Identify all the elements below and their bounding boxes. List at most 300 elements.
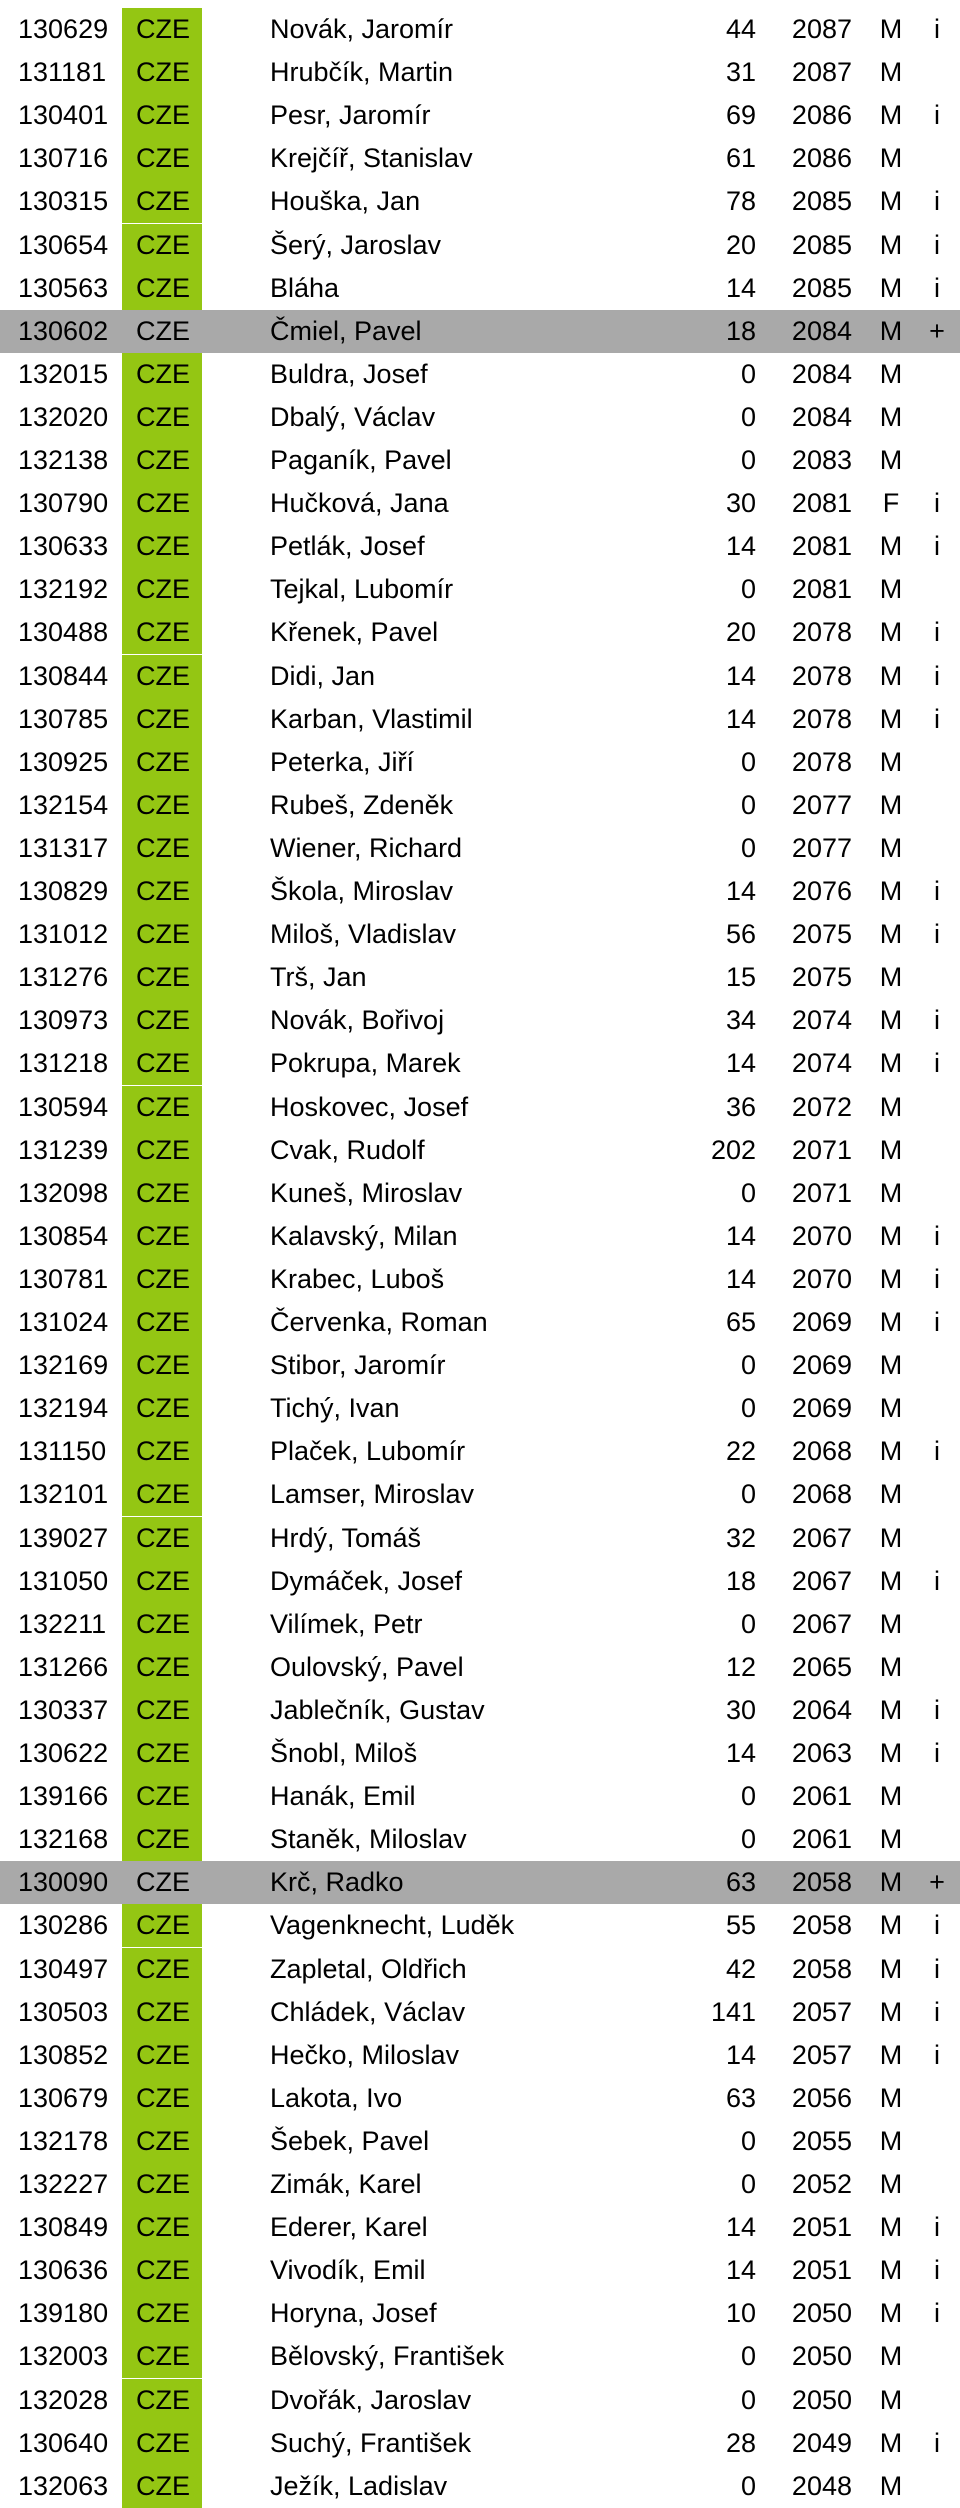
games-count-cell: 14 — [725, 531, 756, 562]
table-row — [0, 1948, 960, 1991]
flag-cell: i — [934, 1953, 940, 1984]
player-id-cell: 130654 — [18, 229, 109, 260]
sex-cell: M — [879, 100, 903, 131]
games-count-cell: 0 — [740, 574, 756, 605]
country-cell: CZE — [122, 94, 202, 137]
player-name-cell: Rubeš, Zdeněk — [270, 789, 454, 820]
flag-cell: i — [934, 1048, 940, 1079]
flag-cell: i — [934, 919, 940, 950]
rating-cell: 2081 — [791, 488, 852, 519]
country-cell: CZE — [122, 784, 202, 827]
sex-cell: M — [879, 1738, 903, 1768]
player-name-cell: Bělovský, František — [270, 2341, 505, 2372]
player-name-cell: Novák, Bořivoj — [270, 1005, 445, 1036]
rating-cell: 2084 — [791, 315, 852, 346]
table-row — [0, 1387, 960, 1430]
country-cell: CZE — [122, 1991, 202, 2034]
player-name-cell: Plaček, Lubomír — [270, 1436, 466, 1467]
sex-cell: M — [879, 1220, 903, 1251]
sex-cell: M — [879, 445, 903, 475]
games-count-cell: 14 — [725, 660, 756, 691]
player-id-cell: 132169 — [18, 1350, 109, 1381]
player-name-cell: Horyna, Josef — [270, 2298, 437, 2329]
country-cell: CZE — [122, 2206, 202, 2249]
player-name-cell: Krabec, Luboš — [270, 1263, 445, 1294]
rating-cell: 2084 — [791, 401, 852, 432]
country-cell: CZE — [136, 315, 190, 346]
player-name-cell: Cvak, Rudolf — [270, 1134, 425, 1165]
games-count-cell: 10 — [725, 2298, 756, 2329]
flag-cell: i — [934, 1996, 940, 2027]
sex-cell: M — [879, 2470, 903, 2501]
sex-cell: M — [879, 1996, 903, 2027]
rating-cell: 2070 — [791, 1220, 852, 1251]
player-id-cell: 131266 — [18, 1651, 109, 1682]
table-row — [0, 1258, 960, 1301]
country-cell: CZE — [122, 1172, 202, 1215]
games-count-cell: 18 — [725, 315, 756, 346]
player-name-cell: Dymáček, Josef — [270, 1565, 463, 1596]
table-row — [0, 2120, 960, 2163]
player-name-cell: Pokrupa, Marek — [270, 1048, 461, 1079]
games-count-cell: 14 — [725, 2255, 756, 2286]
flag-cell: i — [934, 1738, 940, 1768]
country-cell: CZE — [122, 1775, 202, 1818]
sex-cell: M — [879, 1953, 903, 1984]
rating-cell: 2058 — [791, 1867, 852, 1898]
country-cell: CZE — [122, 1948, 202, 1991]
table-row — [0, 8, 960, 51]
games-count-cell: 15 — [725, 962, 756, 993]
rating-cell: 2086 — [791, 100, 852, 131]
rating-cell: 2074 — [791, 1005, 852, 1036]
games-count-cell: 14 — [725, 272, 756, 303]
country-cell: CZE — [122, 2465, 202, 2508]
flag-cell — [920, 2120, 954, 2163]
table-row — [0, 2465, 960, 2508]
player-name-cell: Ederer, Karel — [270, 2212, 428, 2243]
games-count-cell: 55 — [725, 1910, 756, 1941]
country-cell: CZE — [122, 137, 202, 180]
rating-cell: 2069 — [791, 1350, 852, 1381]
country-cell: CZE — [122, 2249, 202, 2292]
table-row — [0, 1560, 960, 1603]
player-id-cell: 130925 — [18, 746, 109, 777]
player-name-cell: Kuneš, Miroslav — [270, 1177, 463, 1208]
player-name-cell: Hrubčík, Martin — [270, 57, 454, 88]
rating-cell: 2084 — [791, 358, 852, 389]
rating-cell: 2085 — [791, 186, 852, 217]
player-name-cell: Didi, Jan — [270, 660, 376, 691]
flag-cell — [920, 827, 954, 870]
rating-cell: 2051 — [791, 2212, 852, 2243]
player-id-cell: 130503 — [18, 1996, 109, 2027]
sex-cell: M — [879, 2039, 903, 2070]
table-row — [0, 2249, 960, 2292]
player-name-cell: Kalavský, Milan — [270, 1220, 458, 1251]
player-name-cell: Peterka, Jiří — [270, 746, 415, 777]
table-row — [0, 137, 960, 180]
player-name-cell: Stibor, Jaromír — [270, 1350, 446, 1381]
table-row — [0, 655, 960, 698]
table-row — [0, 611, 960, 654]
table-row — [0, 353, 960, 396]
rating-cell: 2074 — [791, 1048, 852, 1079]
flag-cell — [920, 51, 954, 94]
player-name-cell: Křenek, Pavel — [270, 617, 439, 648]
rating-cell: 2071 — [791, 1177, 852, 1208]
flag-cell: i — [934, 488, 940, 519]
sex-cell: M — [879, 1393, 903, 1424]
country-cell: CZE — [122, 439, 202, 482]
player-id-cell: 131150 — [18, 1436, 107, 1467]
games-count-cell: 0 — [740, 1781, 756, 1812]
country-cell: CZE — [122, 2163, 202, 2206]
player-id-cell: 132194 — [18, 1393, 109, 1424]
sex-cell: M — [879, 2169, 903, 2199]
flag-cell: i — [934, 1307, 940, 1337]
sex-cell: M — [879, 1091, 903, 1122]
games-count-cell: 42 — [725, 1953, 756, 1984]
rating-cell: 2076 — [791, 876, 852, 906]
rating-cell: 2077 — [791, 789, 852, 820]
table-row — [0, 1818, 960, 1861]
player-id-cell: 132211 — [18, 1608, 107, 1639]
games-count-cell: 0 — [740, 2341, 756, 2372]
country-cell: CZE — [122, 1042, 202, 1085]
table-row — [0, 1215, 960, 1258]
flag-cell: i — [934, 1694, 940, 1725]
rating-cell: 2057 — [791, 1996, 852, 2027]
flag-cell: i — [934, 2039, 940, 2070]
player-name-cell: Zapletal, Oldřich — [270, 1953, 467, 1984]
flag-cell — [920, 2465, 954, 2508]
country-cell: CZE — [136, 1867, 190, 1898]
flag-cell: i — [934, 1436, 940, 1467]
player-name-cell: Krejčíř, Stanislav — [270, 143, 473, 174]
sex-cell: M — [879, 1436, 903, 1467]
player-id-cell: 131218 — [18, 1048, 109, 1079]
games-count-cell: 14 — [725, 876, 756, 906]
player-id-cell: 130716 — [18, 143, 109, 174]
games-count-cell: 14 — [725, 703, 756, 734]
sex-cell: M — [879, 143, 903, 174]
table-row — [0, 2292, 960, 2335]
country-cell: CZE — [122, 1560, 202, 1603]
rating-cell: 2077 — [791, 832, 852, 863]
country-cell: CZE — [122, 913, 202, 956]
table-row — [0, 1042, 960, 1085]
games-count-cell: 31 — [725, 57, 756, 88]
rating-cell: 2049 — [791, 2427, 852, 2458]
rating-cell: 2055 — [791, 2125, 852, 2156]
player-name-cell: Šebek, Pavel — [270, 2125, 430, 2156]
table-row — [0, 1430, 960, 1473]
country-cell: CZE — [122, 51, 202, 94]
rating-cell: 2052 — [791, 2169, 852, 2199]
country-cell: CZE — [122, 267, 202, 310]
games-count-cell: 202 — [710, 1134, 756, 1165]
games-count-cell: 20 — [725, 617, 756, 648]
player-name-cell: Dvořák, Jaroslav — [270, 2384, 472, 2415]
rating-cell: 2064 — [791, 1694, 852, 1725]
table-row — [0, 396, 960, 439]
rating-cell: 2070 — [791, 1263, 852, 1294]
player-name-cell: Lakota, Ivo — [270, 2082, 403, 2113]
sex-cell: M — [879, 2125, 903, 2156]
country-cell: CZE — [122, 1387, 202, 1430]
games-count-cell: 0 — [740, 1824, 756, 1855]
sex-cell: M — [879, 14, 903, 44]
player-name-cell: Zimák, Karel — [270, 2169, 422, 2199]
flag-cell: i — [934, 100, 940, 131]
country-cell: CZE — [122, 1818, 202, 1861]
table-row — [0, 1517, 960, 1560]
player-id-cell: 130640 — [18, 2427, 109, 2458]
games-count-cell: 14 — [725, 2039, 756, 2070]
sex-cell: M — [879, 617, 903, 648]
games-count-cell: 0 — [740, 2169, 756, 2199]
player-id-cell: 130315 — [18, 186, 109, 217]
flag-cell — [920, 784, 954, 827]
player-name-cell: Oulovský, Pavel — [270, 1651, 464, 1682]
rating-cell: 2063 — [791, 1738, 852, 1768]
player-id-cell: 130781 — [18, 1263, 109, 1294]
table-row — [0, 2206, 960, 2249]
player-name-cell: Houška, Jan — [270, 186, 421, 217]
player-id-cell: 130629 — [18, 14, 109, 44]
player-id-cell: 130602 — [18, 315, 109, 346]
flag-cell: i — [934, 14, 940, 44]
player-id-cell: 139166 — [18, 1781, 109, 1812]
rating-cell: 2050 — [791, 2341, 852, 2372]
table-row — [0, 1689, 960, 1732]
games-count-cell: 0 — [740, 789, 756, 820]
games-count-cell: 0 — [740, 401, 756, 432]
table-row — [0, 180, 960, 223]
table-row — [0, 2034, 960, 2077]
player-id-cell: 131012 — [18, 919, 109, 950]
table-row — [0, 1129, 960, 1172]
sex-cell: M — [879, 272, 903, 303]
player-name-cell: Hanák, Emil — [270, 1781, 416, 1812]
country-cell: CZE — [122, 2077, 202, 2120]
country-cell: CZE — [122, 1646, 202, 1689]
flag-cell — [920, 353, 954, 396]
player-name-cell: Chládek, Václav — [270, 1996, 466, 2027]
player-id-cell: 131317 — [18, 832, 109, 863]
flag-cell: i — [934, 229, 940, 260]
sex-cell: M — [879, 832, 903, 863]
games-count-cell: 36 — [725, 1091, 756, 1122]
sex-cell: M — [879, 789, 903, 820]
sex-cell: F — [882, 488, 900, 519]
sex-cell: M — [879, 2212, 903, 2243]
flag-cell — [920, 1603, 954, 1646]
player-name-cell: Hučková, Jana — [270, 488, 449, 519]
games-count-cell: 18 — [725, 1565, 756, 1596]
games-count-cell: 141 — [710, 1996, 756, 2027]
sex-cell: M — [879, 574, 903, 605]
player-name-cell: Tejkal, Lubomír — [270, 574, 454, 605]
sex-cell: M — [879, 1565, 903, 1596]
table-row — [0, 956, 960, 999]
country-cell: CZE — [122, 741, 202, 784]
flag-cell — [920, 1387, 954, 1430]
rating-cell: 2075 — [791, 919, 852, 950]
games-count-cell: 32 — [725, 1522, 756, 1553]
sex-cell: M — [879, 876, 903, 906]
country-cell: CZE — [122, 568, 202, 611]
games-count-cell: 0 — [740, 2125, 756, 2156]
player-id-cell: 130849 — [18, 2212, 109, 2243]
rating-cell: 2085 — [791, 272, 852, 303]
country-cell: CZE — [122, 2292, 202, 2335]
games-count-cell: 61 — [725, 143, 756, 174]
table-row — [0, 741, 960, 784]
games-count-cell: 28 — [725, 2427, 756, 2458]
rating-cell: 2050 — [791, 2298, 852, 2329]
flag-cell: i — [934, 660, 940, 691]
sex-cell: M — [879, 703, 903, 734]
flag-cell — [920, 137, 954, 180]
rating-cell: 2086 — [791, 143, 852, 174]
games-count-cell: 14 — [725, 1048, 756, 1079]
flag-cell — [920, 2077, 954, 2120]
player-name-cell: Čmiel, Pavel — [270, 315, 422, 346]
rating-cell: 2078 — [791, 746, 852, 777]
player-id-cell: 130854 — [18, 1220, 109, 1251]
sex-cell: M — [879, 660, 903, 691]
country-cell: CZE — [122, 224, 202, 267]
games-count-cell: 63 — [725, 1867, 756, 1898]
country-cell: CZE — [122, 1689, 202, 1732]
flag-cell: i — [934, 2298, 940, 2329]
table-row — [0, 1732, 960, 1775]
player-id-cell: 132063 — [18, 2470, 109, 2501]
flag-cell — [920, 1818, 954, 1861]
player-name-cell: Suchý, František — [270, 2427, 472, 2458]
rating-cell: 2067 — [791, 1522, 852, 1553]
flag-cell — [920, 2163, 954, 2206]
player-id-cell: 130973 — [18, 1005, 109, 1036]
player-id-cell: 130679 — [18, 2082, 109, 2113]
flag-cell: + — [929, 1867, 945, 1898]
sex-cell: M — [879, 962, 903, 993]
rating-cell: 2061 — [791, 1824, 852, 1855]
player-name-cell: Krč, Radko — [270, 1867, 404, 1898]
player-id-cell: 132020 — [18, 401, 109, 432]
games-count-cell: 78 — [725, 186, 756, 217]
flag-cell: i — [934, 1565, 940, 1596]
player-id-cell: 139180 — [18, 2298, 109, 2329]
sex-cell: M — [879, 2427, 903, 2458]
player-id-cell: 130488 — [18, 617, 109, 648]
table-row — [0, 2077, 960, 2120]
player-id-cell: 132192 — [18, 574, 109, 605]
games-count-cell: 0 — [740, 445, 756, 475]
player-name-cell: Trš, Jan — [270, 962, 367, 993]
player-name-cell: Lamser, Miroslav — [270, 1479, 475, 1510]
country-cell: CZE — [122, 1258, 202, 1301]
player-id-cell: 131276 — [18, 962, 109, 993]
player-name-cell: Vagenknecht, Luděk — [270, 1910, 515, 1941]
table-row — [0, 698, 960, 741]
table-row — [0, 94, 960, 137]
games-count-cell: 0 — [740, 746, 756, 777]
player-id-cell: 130633 — [18, 531, 109, 562]
flag-cell: i — [934, 1910, 940, 1941]
rating-cell: 2048 — [791, 2470, 852, 2501]
player-id-cell: 130286 — [18, 1910, 109, 1941]
table-row — [0, 525, 960, 568]
table-row-highlighted — [0, 1861, 960, 1904]
sex-cell: M — [879, 1608, 903, 1639]
flag-cell — [920, 1473, 954, 1516]
games-count-cell: 0 — [740, 1479, 756, 1510]
player-id-cell: 132015 — [18, 358, 109, 389]
sex-cell: M — [879, 746, 903, 777]
country-cell: CZE — [122, 870, 202, 913]
flag-cell — [920, 2335, 954, 2378]
rating-cell: 2083 — [791, 445, 852, 475]
sex-cell: M — [879, 2298, 903, 2329]
sex-cell: M — [879, 229, 903, 260]
country-cell: CZE — [122, 1473, 202, 1516]
player-name-cell: Tichý, Ivan — [270, 1393, 400, 1424]
player-name-cell: Karban, Vlastimil — [270, 703, 473, 734]
country-cell: CZE — [122, 999, 202, 1042]
rating-cell: 2068 — [791, 1436, 852, 1467]
sex-cell: M — [879, 1694, 903, 1725]
games-count-cell: 69 — [725, 100, 756, 131]
table-row — [0, 1301, 960, 1344]
table-row — [0, 2163, 960, 2206]
player-name-cell: Vivodík, Emil — [270, 2255, 426, 2286]
flag-cell: i — [934, 1263, 940, 1294]
rating-cell: 2050 — [791, 2384, 852, 2415]
sex-cell: M — [879, 1005, 903, 1036]
sex-cell: M — [879, 2082, 903, 2113]
rating-cell: 2078 — [791, 703, 852, 734]
rating-cell: 2057 — [791, 2039, 852, 2070]
flag-cell: i — [934, 1005, 940, 1036]
games-count-cell: 12 — [725, 1651, 756, 1682]
table-row — [0, 2335, 960, 2378]
player-name-cell: Vilímek, Petr — [270, 1608, 423, 1639]
games-count-cell: 20 — [725, 229, 756, 260]
flag-cell — [920, 1344, 954, 1387]
table-row — [0, 827, 960, 870]
games-count-cell: 14 — [725, 1263, 756, 1294]
rating-cell: 2065 — [791, 1651, 852, 1682]
flag-cell — [920, 741, 954, 784]
player-id-cell: 131239 — [18, 1134, 109, 1165]
country-cell: CZE — [122, 1086, 202, 1129]
flag-cell: i — [934, 617, 940, 648]
flag-cell — [920, 1775, 954, 1818]
rating-cell: 2068 — [791, 1479, 852, 1510]
flag-cell — [920, 1129, 954, 1172]
player-name-cell: Buldra, Josef — [270, 358, 428, 389]
flag-cell: i — [934, 703, 940, 734]
rating-cell: 2072 — [791, 1091, 852, 1122]
flag-cell: i — [934, 2255, 940, 2286]
player-name-cell: Hoskovec, Josef — [270, 1091, 469, 1122]
player-name-cell: Pesr, Jaromír — [270, 100, 431, 131]
country-cell: CZE — [122, 482, 202, 525]
player-id-cell: 130401 — [18, 100, 109, 131]
